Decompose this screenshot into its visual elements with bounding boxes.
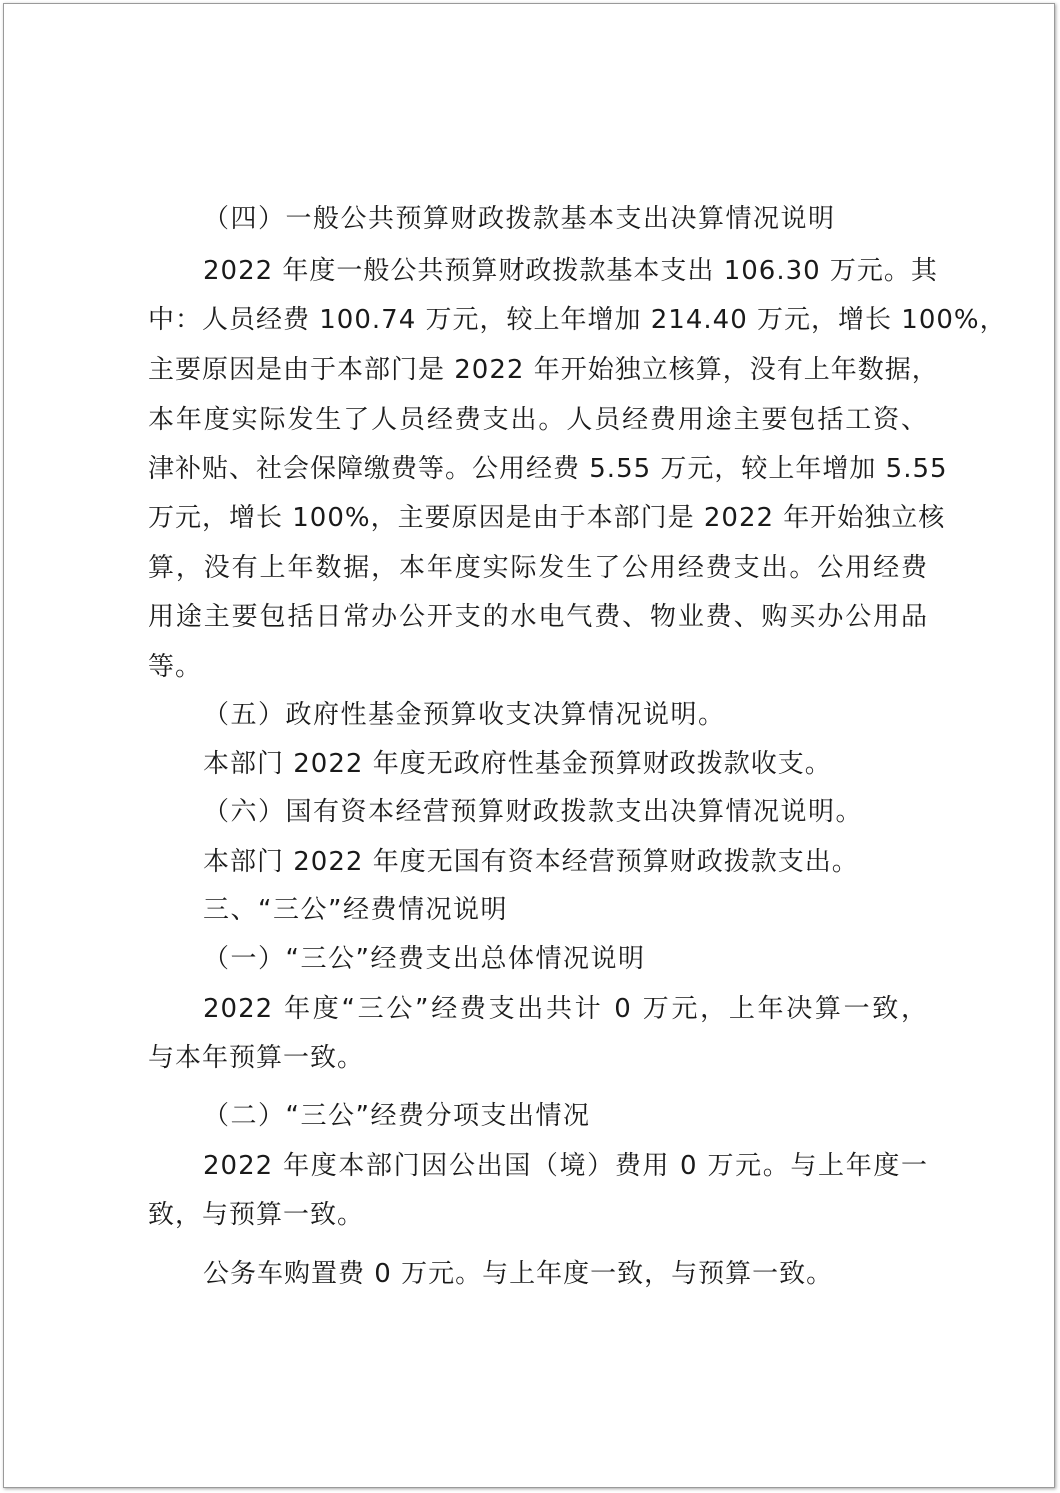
part3-sub1-heading: （一）“三公”经费支出总体情况说明 — [203, 944, 646, 974]
section4-paragraph-line: 中：人员经费 100.74 万元，较上年增加 214.40 万元，增长 100%， — [148, 305, 1007, 335]
section5-heading: （五）政府性基金预算收支决算情况说明。 — [203, 700, 726, 730]
part3-sub2-paragraph-line: 致，与预算一致。 — [148, 1200, 365, 1230]
part3-sub2-paragraph-line: 2022 年度本部门因公出国（境）费用 0 万元。与上年度一 — [203, 1151, 928, 1181]
part3-sub1-paragraph-line: 2022 年度“三公”经费支出共计 0 万元，上年决算一致， — [203, 994, 928, 1024]
section5-paragraph: 本部门 2022 年度无政府性基金预算财政拨款收支。 — [203, 749, 832, 779]
section4-paragraph-line: 2022 年度一般公共预算财政拨款基本支出 106.30 万元。其 — [203, 256, 938, 286]
section4-heading: （四）一般公共预算财政拨款基本支出决算情况说明 — [203, 204, 836, 234]
section4-paragraph-line: 用途主要包括日常办公开支的水电气费、物业费、购买办公用品 — [148, 602, 928, 632]
part3-vehicle-paragraph: 公务车购置费 0 万元。与上年度一致，与预算一致。 — [203, 1259, 834, 1289]
section6-heading: （六）国有资本经营预算财政拨款支出决算情况说明。 — [203, 797, 864, 827]
part3-heading: 三、“三公”经费情况说明 — [203, 895, 508, 925]
section4-paragraph-line: 算，没有上年数据，本年度实际发生了公用经费支出。公用经费 — [148, 553, 928, 583]
section4-paragraph-line: 津补贴、社会保障缴费等。公用经费 5.55 万元，较上年增加 5.55 — [148, 454, 948, 484]
section4-paragraph-line: 本年度实际发生了人员经费支出。人员经费用途主要包括工资、 — [148, 405, 928, 435]
section4-paragraph-line: 万元，增长 100%，主要原因是由于本部门是 2022 年开始独立核 — [148, 503, 946, 533]
part3-sub2-heading: （二）“三公”经费分项支出情况 — [203, 1101, 591, 1131]
section4-paragraph-line: 等。 — [148, 652, 203, 682]
section6-paragraph: 本部门 2022 年度无国有资本经营预算财政拨款支出。 — [203, 847, 859, 877]
section4-paragraph-line: 主要原因是由于本部门是 2022 年开始独立核算，没有上年数据， — [148, 355, 939, 385]
part3-sub1-paragraph-line: 与本年预算一致。 — [148, 1043, 365, 1073]
